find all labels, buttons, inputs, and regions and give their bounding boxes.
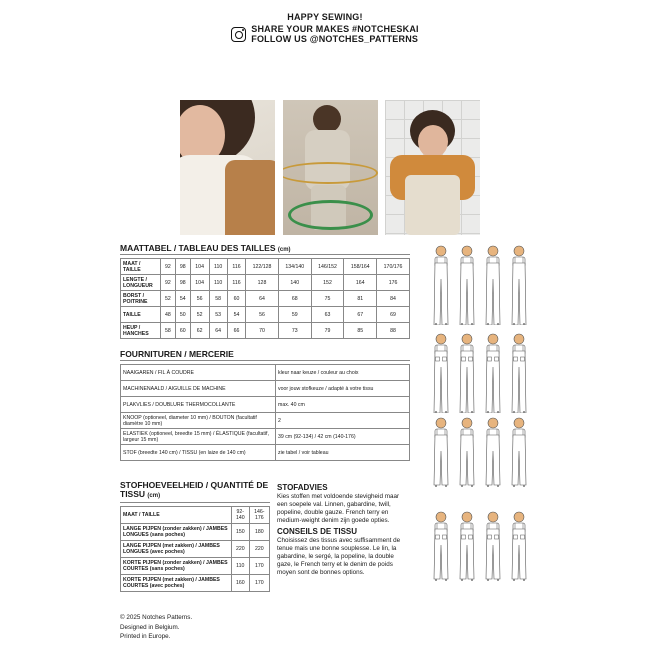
table-cell: 53 bbox=[209, 307, 227, 323]
garment-figure bbox=[430, 245, 452, 325]
fabric-title: STOFHOEVEELHEID / QUANTITÉ DE TISSU (cm) bbox=[120, 481, 270, 503]
fabric-section bbox=[120, 481, 270, 592]
table-cell: 70 bbox=[246, 323, 279, 339]
garment-figure bbox=[508, 417, 530, 497]
row-label: HEUP / HANCHES bbox=[121, 323, 161, 339]
table-row bbox=[121, 575, 270, 592]
table-cell: 128 bbox=[246, 275, 279, 291]
social-text bbox=[251, 24, 418, 44]
table-row bbox=[121, 291, 410, 307]
table-row bbox=[121, 259, 410, 275]
table-cell: 122/128 bbox=[246, 259, 279, 275]
table-cell: 81 bbox=[344, 291, 377, 307]
table-row bbox=[121, 413, 410, 429]
table-cell: 52 bbox=[161, 291, 176, 307]
table-cell: 64 bbox=[209, 323, 227, 339]
garment-figure bbox=[456, 511, 478, 591]
table-cell: 69 bbox=[377, 307, 410, 323]
size-table-section bbox=[120, 243, 410, 339]
supply-item: PLAKVLIES / DOUBLURE THERMOCOLLANTE bbox=[121, 397, 276, 413]
advice-fr-title: CONSEILS DE TISSU bbox=[277, 527, 358, 536]
table-cell: 58 bbox=[161, 323, 176, 339]
garment-figure bbox=[430, 511, 452, 591]
garment-figure bbox=[482, 417, 504, 497]
table-cell: 170 bbox=[249, 558, 269, 575]
photo-child-hoop bbox=[283, 100, 378, 235]
table-row bbox=[121, 365, 410, 381]
table-cell: 110 bbox=[231, 558, 249, 575]
supply-value: zie tabel / voir tableau bbox=[276, 445, 410, 461]
table-cell: 158/164 bbox=[344, 259, 377, 275]
garment-figure bbox=[430, 417, 452, 497]
table-cell: 150 bbox=[231, 524, 249, 541]
table-row bbox=[121, 381, 410, 397]
garment-figure bbox=[456, 417, 478, 497]
designed-in: Designed in Belgium. bbox=[120, 623, 180, 631]
garment-figure bbox=[430, 333, 452, 413]
table-cell: 84 bbox=[377, 291, 410, 307]
table-row bbox=[121, 323, 410, 339]
header-cell: 146-176 bbox=[249, 507, 269, 524]
row-label: KORTE PIJPEN (met zakken) / JAMBES COURTES (avec poches) bbox=[121, 575, 232, 592]
table-cell: 54 bbox=[175, 291, 190, 307]
header-cell: 92-140 bbox=[231, 507, 249, 524]
table-cell: 56 bbox=[190, 291, 209, 307]
table-cell: 88 bbox=[377, 323, 410, 339]
header-cell: MAAT / TAILLE bbox=[121, 507, 232, 524]
table-cell: 152 bbox=[311, 275, 344, 291]
table-cell: 104 bbox=[190, 259, 209, 275]
table-row bbox=[121, 558, 270, 575]
advice-nl-text: Kies stoffen met voldoende stevigheid maar een soepele val. Linnen, gabardine, twill, popeline, double gauze. French terry en medium-weight denim zijn goede opties. bbox=[277, 493, 400, 524]
table-cell: 140 bbox=[278, 275, 311, 291]
supply-value: kleur naar keuze / couleur au choix bbox=[276, 365, 410, 381]
advice-nl-title: STOFADVIES bbox=[277, 483, 328, 492]
table-cell: 220 bbox=[249, 541, 269, 558]
table-cell: 59 bbox=[278, 307, 311, 323]
table-cell: 146/152 bbox=[311, 259, 344, 275]
table-cell: 176 bbox=[377, 275, 410, 291]
table-cell: 220 bbox=[231, 541, 249, 558]
table-row bbox=[121, 307, 410, 323]
supply-item: STOF (breedte 140 cm) / TISSU (en laize de 140 cm) bbox=[121, 445, 276, 461]
table-cell: 116 bbox=[227, 259, 245, 275]
supply-item: KNOOP (optioneel, diameter 10 mm) / BOUTON (facultatif diamètre 10 mm) bbox=[121, 413, 276, 429]
table-cell: 85 bbox=[344, 323, 377, 339]
garment-illustrations bbox=[430, 245, 530, 610]
table-cell: 92 bbox=[161, 275, 176, 291]
table-row bbox=[121, 445, 410, 461]
table-row bbox=[121, 429, 410, 445]
table-cell: 58 bbox=[209, 291, 227, 307]
garment-figure bbox=[508, 511, 530, 591]
printed-in: Printed in Europe. bbox=[120, 633, 171, 640]
table-cell: 50 bbox=[175, 307, 190, 323]
table-row bbox=[121, 541, 270, 558]
row-label: TAILLE bbox=[121, 307, 161, 323]
table-cell: 68 bbox=[278, 291, 311, 307]
garment-figure bbox=[456, 333, 478, 413]
size-table-title: MAATTABEL / TABLEAU DES TAILLES (cm) bbox=[120, 243, 410, 255]
table-row bbox=[121, 275, 410, 291]
table-cell: 56 bbox=[246, 307, 279, 323]
fabric-table bbox=[120, 506, 270, 592]
footer bbox=[120, 613, 192, 642]
garment-figure bbox=[508, 245, 530, 325]
social-row bbox=[0, 24, 650, 44]
share-line: SHARE YOUR MAKES #NOTCHESKAI bbox=[251, 24, 419, 34]
table-cell: 160 bbox=[231, 575, 249, 592]
table-cell: 164 bbox=[344, 275, 377, 291]
table-header-row bbox=[121, 507, 270, 524]
table-cell: 73 bbox=[278, 323, 311, 339]
row-label: LANGE PIJPEN (met zakken) / JAMBES LONGUES (avec poches) bbox=[121, 541, 232, 558]
table-cell: 60 bbox=[227, 291, 245, 307]
table-cell: 92 bbox=[161, 259, 176, 275]
table-cell: 60 bbox=[175, 323, 190, 339]
table-cell: 63 bbox=[311, 307, 344, 323]
row-label: LANGE PIJPEN (zonder zakken) / JAMBES LONGUES (sans poches) bbox=[121, 524, 232, 541]
garment-figure bbox=[456, 245, 478, 325]
table-cell: 64 bbox=[246, 291, 279, 307]
follow-line: FOLLOW US @NOTCHES_PATTERNS bbox=[251, 34, 419, 44]
row-label: KORTE PIJPEN (zonder zakken) / JAMBES COURTES (sans poches) bbox=[121, 558, 232, 575]
table-cell: 134/140 bbox=[278, 259, 311, 275]
table-cell: 170 bbox=[249, 575, 269, 592]
supply-item: ELASTIEK (optioneel, breedte 15 mm) / ÉLASTIQUE (facultatif, largeur 15 mm) bbox=[121, 429, 276, 445]
table-cell: 54 bbox=[227, 307, 245, 323]
supply-value: 2 bbox=[276, 413, 410, 429]
row-label: MAAT / TAILLE bbox=[121, 259, 161, 275]
table-cell: 180 bbox=[249, 524, 269, 541]
table-cell: 110 bbox=[209, 275, 227, 291]
header bbox=[0, 12, 650, 44]
supply-item: NAAIGAREN / FIL À COUDRE bbox=[121, 365, 276, 381]
table-cell: 98 bbox=[175, 275, 190, 291]
table-row bbox=[121, 397, 410, 413]
table-cell: 104 bbox=[190, 275, 209, 291]
photo-child-tiles bbox=[385, 100, 480, 235]
instagram-icon bbox=[231, 27, 246, 42]
table-row bbox=[121, 524, 270, 541]
row-label: LENGTE / LONGUEUR bbox=[121, 275, 161, 291]
supply-value: voor jouw stofkeuze / adapté à votre tissu bbox=[276, 381, 410, 397]
garment-figure bbox=[482, 333, 504, 413]
table-cell: 67 bbox=[344, 307, 377, 323]
supply-value: 39 cm (92-134) / 42 cm (140-176) bbox=[276, 429, 410, 445]
table-cell: 52 bbox=[190, 307, 209, 323]
photo-child-closeup bbox=[180, 100, 275, 235]
size-table bbox=[120, 258, 410, 339]
supplies-title: FOURNITUREN / MERCERIE bbox=[120, 349, 410, 361]
garment-figure bbox=[508, 333, 530, 413]
garment-figure bbox=[482, 511, 504, 591]
table-cell: 79 bbox=[311, 323, 344, 339]
table-cell: 98 bbox=[175, 259, 190, 275]
advice-fr-text: Choisissez des tissus avec suffisamment de tenue mais une bonne souplesse. Le lin, la gabardine, le sergé, la popeline, la double gaze, le French terry et le denim de poids moyen sont de bonnes options. bbox=[277, 537, 401, 576]
garment-figure bbox=[482, 245, 504, 325]
table-cell: 66 bbox=[227, 323, 245, 339]
table-cell: 170/176 bbox=[377, 259, 410, 275]
copyright: © 2025 Notches Patterns. bbox=[120, 614, 193, 621]
table-cell: 116 bbox=[227, 275, 245, 291]
supplies-table bbox=[120, 364, 410, 461]
supplies-section bbox=[120, 349, 410, 461]
supply-value: max. 40 cm bbox=[276, 397, 410, 413]
table-cell: 110 bbox=[209, 259, 227, 275]
row-label: BORST / POITRINE bbox=[121, 291, 161, 307]
table-cell: 75 bbox=[311, 291, 344, 307]
fabric-advice bbox=[277, 484, 410, 577]
table-cell: 62 bbox=[190, 323, 209, 339]
happy-sewing-text: HAPPY SEWING! bbox=[287, 12, 363, 22]
supply-item: MACHINENAALD / AIGUILLE DE MACHINE bbox=[121, 381, 276, 397]
table-cell: 48 bbox=[161, 307, 176, 323]
